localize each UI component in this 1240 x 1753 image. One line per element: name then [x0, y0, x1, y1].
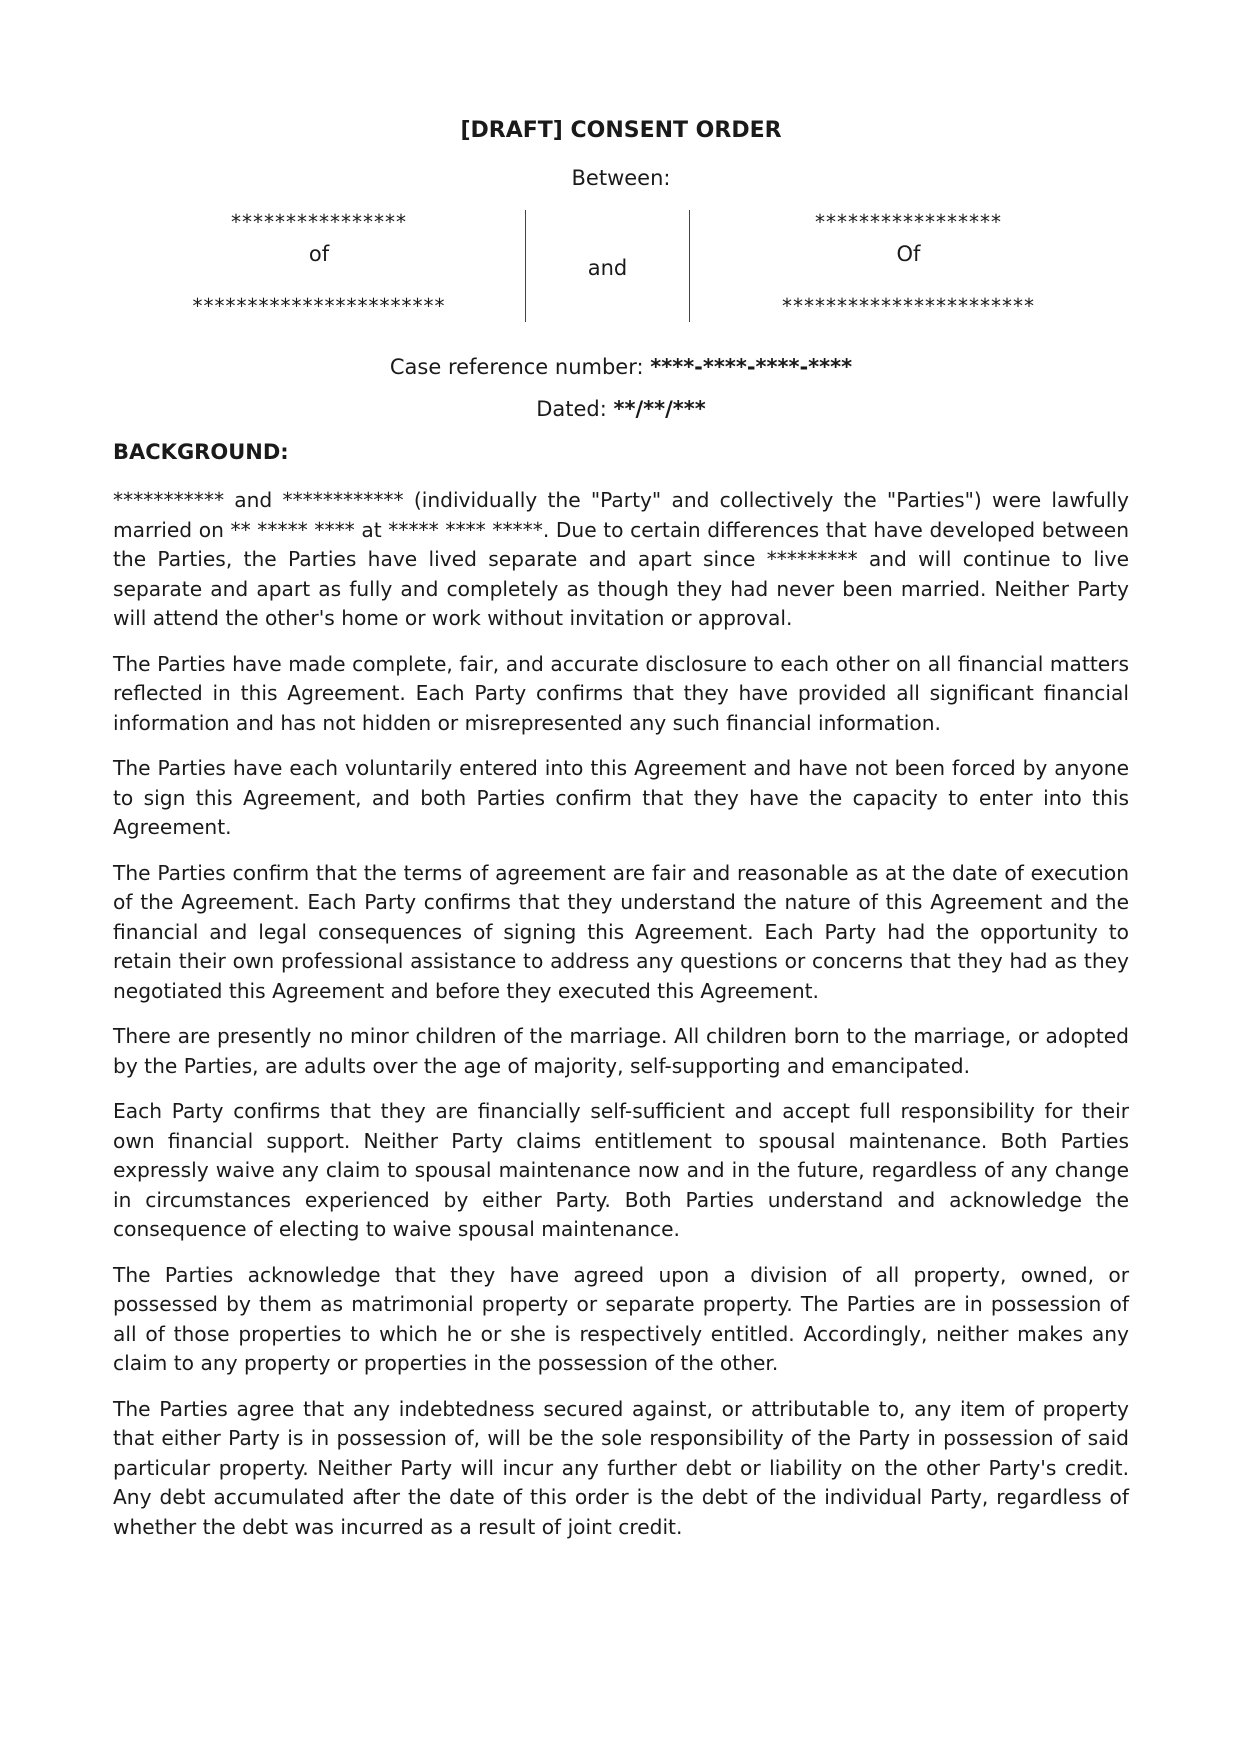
background-heading: BACKGROUND:	[113, 440, 289, 464]
case-reference-label: Case reference number:	[389, 355, 644, 379]
paragraph: There are presently no minor children of the marriage. All children born to the marriage, or adopted by the Parties, are adults over the age of majority, self-supporting and emancipated.	[113, 1024, 1129, 1078]
paragraph: The Parties have each voluntarily entered into this Agreement and have not been forced by anyone to sign this Agreement, and both Parties confirm that they have the capacity to enter into this Agreement.	[113, 756, 1129, 839]
party-left-of-label: of	[308, 242, 330, 266]
party-right-address: ***********************	[782, 294, 1035, 318]
dated-value: **/**/***	[613, 397, 706, 421]
party-left	[113, 210, 525, 326]
paragraph: Each Party confirms that they are financially self-sufficient and accept full responsibility for their own financial support. Neither Party claims entitlement to spousal maintenance. Both Parties expressly waive any claim to spousal maintenance now and in the future, regardless of any change in circumstances experienced by either Party. Both Parties understand and acknowledge the consequence of electing to waive spousal maintenance.	[113, 1099, 1129, 1241]
dated-label: Dated:	[536, 397, 607, 421]
dated-line	[113, 397, 1129, 421]
case-reference	[113, 355, 1129, 379]
party-separator	[525, 210, 690, 322]
case-reference-value: ****-****-****-****	[650, 355, 853, 379]
paragraph: The Parties acknowledge that they have agreed upon a division of all property, owned, or possessed by them as matrimonial property or separate property. The Parties are in possession of all of those properties to which he or she is respectively entitled. Accordingly, neither makes any claim to any property or properties in the possession of the other.	[113, 1262, 1129, 1375]
paragraph: The Parties confirm that the terms of agreement are fair and reasonable as at the date of execution of the Agreement. Each Party confirms that they understand the nature of this Agreement and the financial and legal consequences of signing this Agreement. Each Party had the opportunity to retain their own professional assistance to address any questions or concerns that they had as they negotiated this Agreement and before they executed this Agreement.	[113, 860, 1129, 1003]
document-title: [DRAFT] CONSENT ORDER	[460, 118, 782, 143]
party-right-name: *****************	[815, 210, 1002, 234]
paragraph: *********** and ************ (individually the "Party" and collectively the "Parties") were lawfully married on ** ***** **** at ***** **** *****. Due to certain differences that have developed between the Parties, the Parties have lived separate and apart since ********* and will continue to live separate and apart as fully and completely as though they had never been married. Neither Party will attend the other's home or work without invitation or approval.	[113, 488, 1129, 630]
and-label: and	[587, 256, 628, 280]
party-left-name: ****************	[231, 210, 407, 234]
party-right	[688, 210, 1129, 326]
parties-block	[113, 210, 1129, 326]
background-body	[113, 486, 1129, 1558]
paragraph: The Parties have made complete, fair, and accurate disclosure to each other on all financial matters reflected in this Agreement. Each Party confirms that they have provided all significant financial information and has not hidden or misrepresented any such financial information.	[113, 651, 1129, 735]
party-left-address: ***********************	[192, 294, 446, 318]
between-label: Between:	[571, 166, 671, 190]
party-right-of-label: Of	[896, 242, 921, 266]
paragraph: The Parties agree that any indebtedness secured against, or attributable to, any item of property that either Party is in possession of, will be the sole responsibility of the Party in possession of said particular property. Neither Party will incur any further debt or liability on the other Party's credit. Any debt accumulated after the date of this order is the debt of the individual Party, regardless of whether the debt was incurred as a result of joint credit.	[113, 1396, 1129, 1539]
